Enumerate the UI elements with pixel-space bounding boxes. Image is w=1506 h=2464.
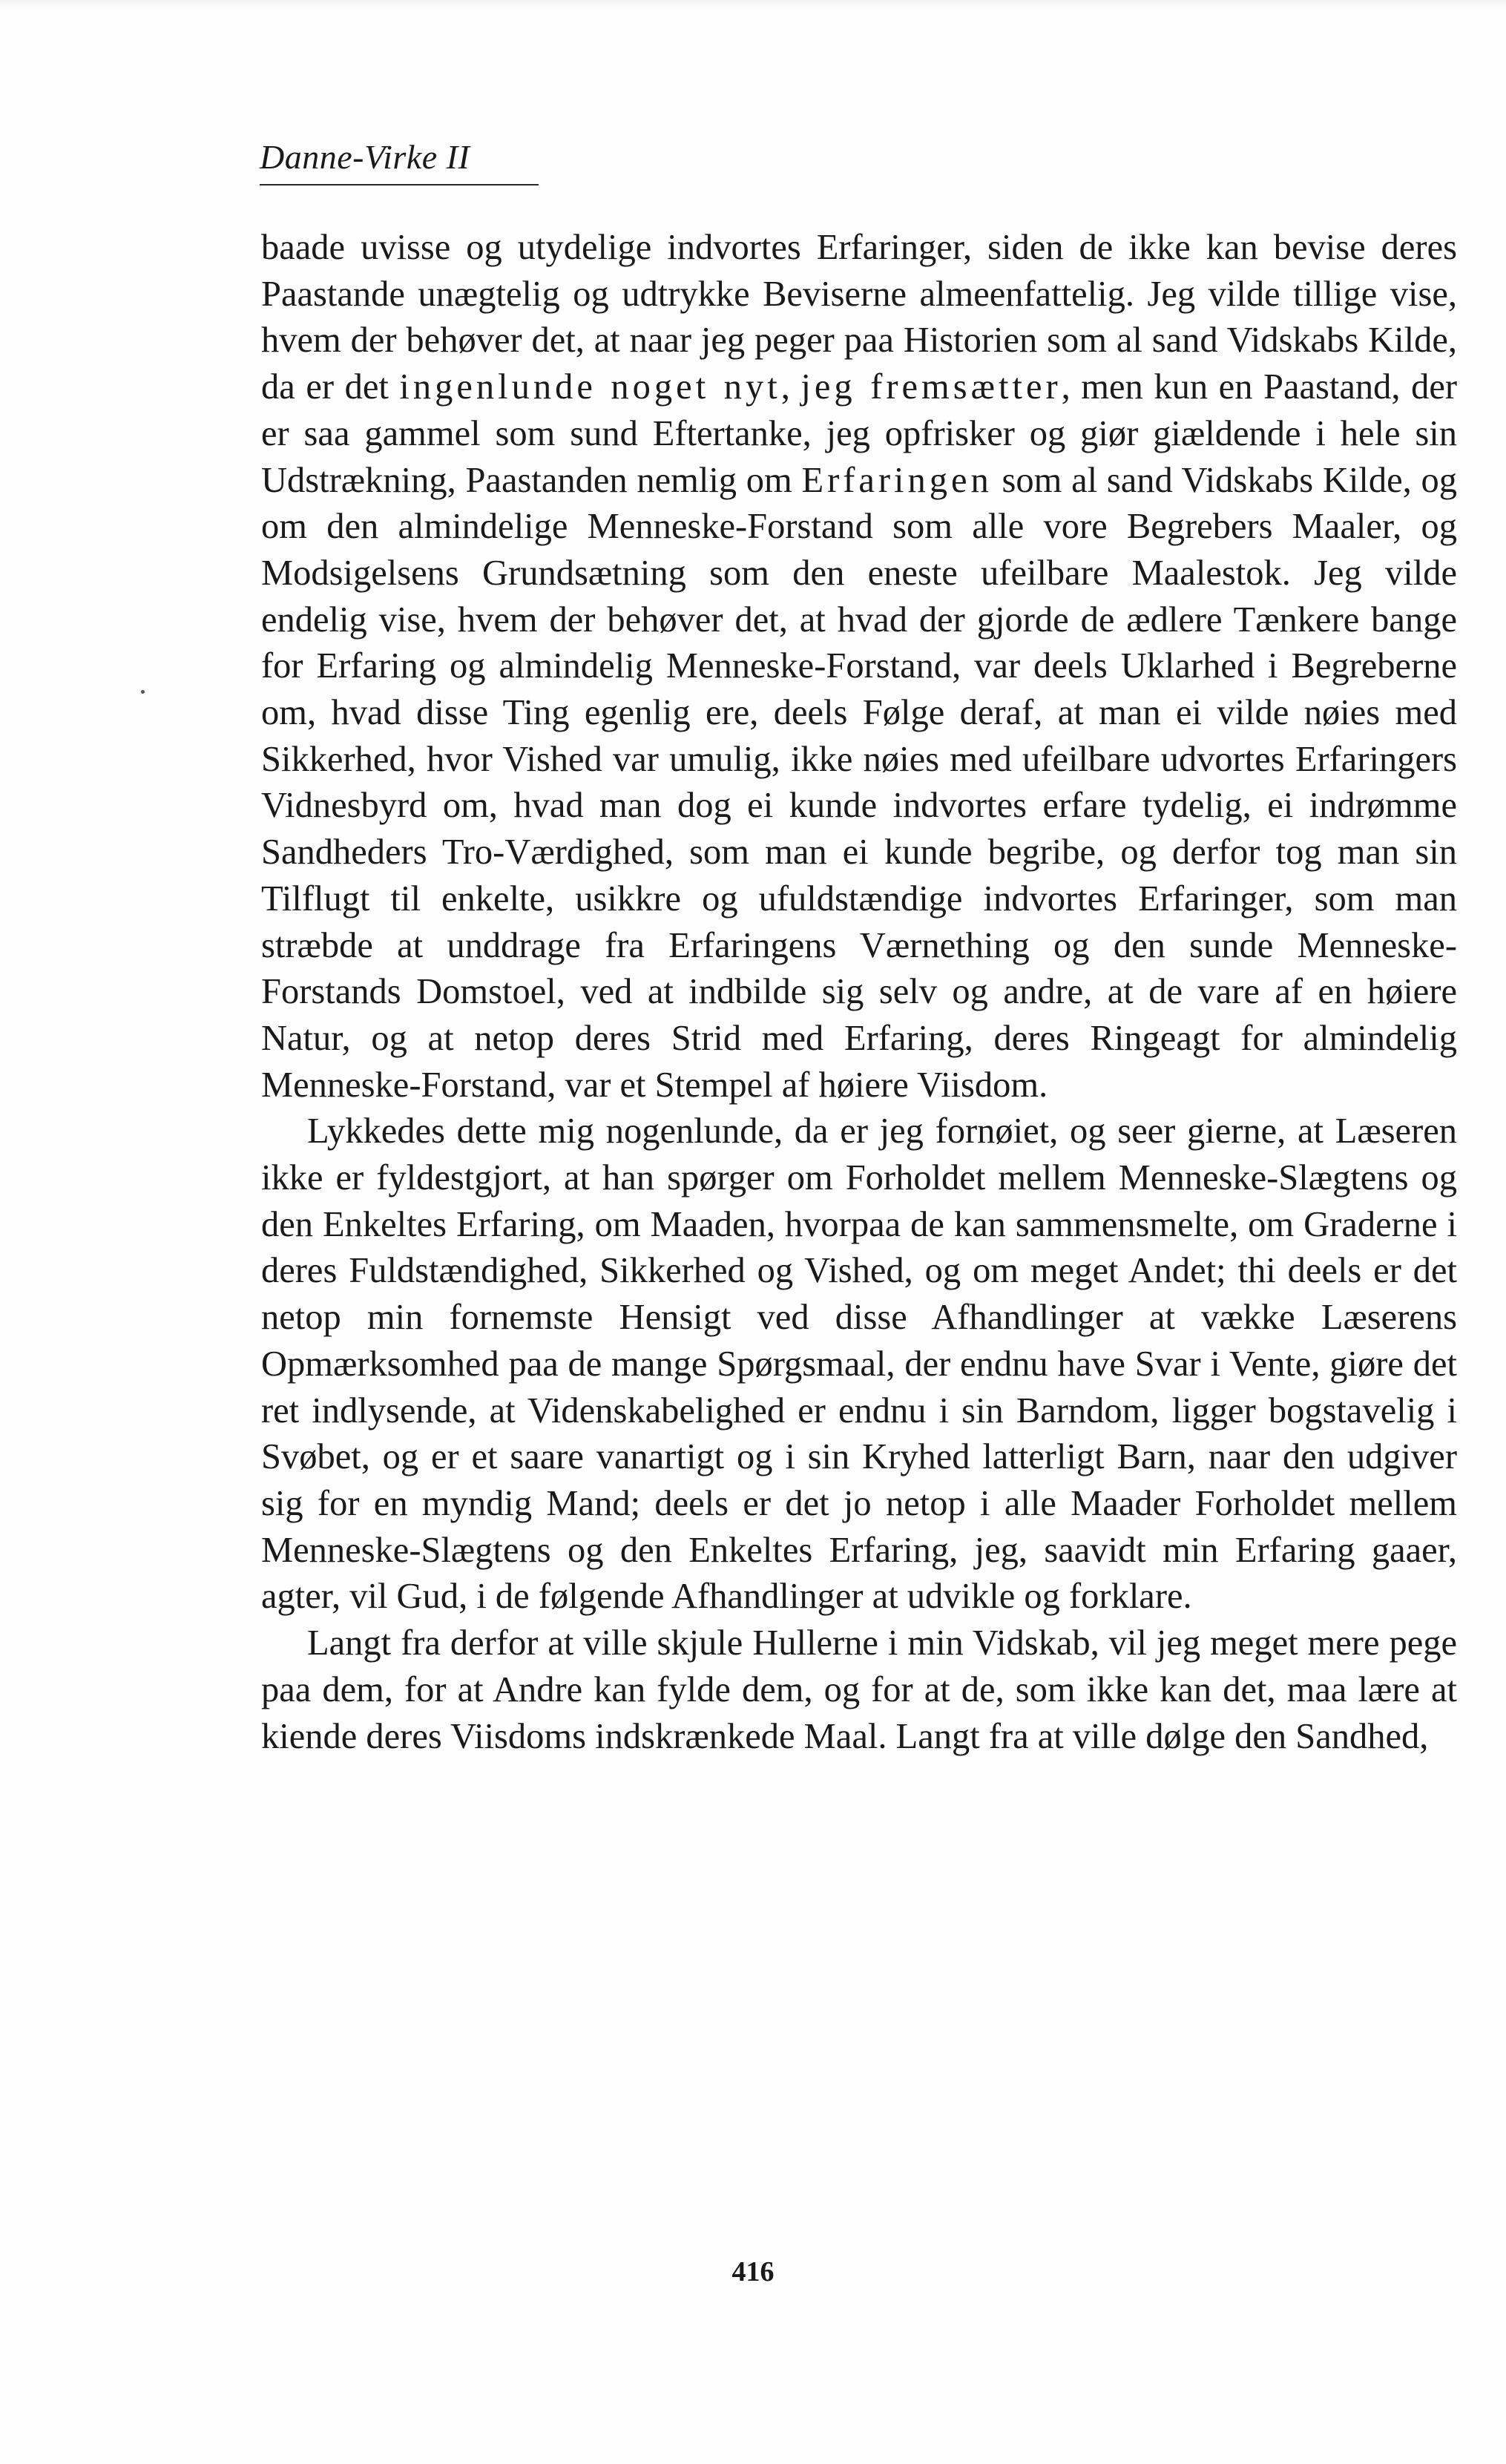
paragraph-3: Langt fra derfor at ville skjule Hullerne i min Vidskab, vil jeg meget mere pege paa dem, for at Andre kan fylde dem, og for at de, som ikke kan det, maa lære at kiende deres Viisdoms indskrænkede Maal. Langt fra at ville dølge den Sandhed, [261,1623,1457,1756]
page-header [260,135,542,185]
emphasis-ingenlunde: ingenlunde noget nyt [399,367,781,407]
paragraph-1-part-c: , men kun en Paastand, der er saa gammel som sund Eftertanke, jeg opfrisker og giør giældende i hele sin Udstrækning, Paastanden nemlig om [261,367,1458,500]
margin-speck [141,690,145,694]
emphasis-fremsaetter: jeg fremsætter [800,367,1062,407]
running-head: Danne-Virke II [260,138,470,176]
emphasis-erfaringen: Erfaringen [801,460,993,500]
paragraph-1-part-d: som al sand Vidskabs Kilde, og om den almindelige Menneske-Forstand som alle vore Begrebers Maaler, og Modsigelsens Grundsætning som den eneste ufeilbare Maalestok. Jeg vilde endelig vise, hvem der behøver det, at hvad der gjorde de ædlere Tænkere bange for Erfaring og almindelig Menneske-Forstand, var deels Uklarhed i Begreberne om, hvad disse Ting egenlig ere, deels Følge deraf, at man ei vilde nøies med Sikkerhed, hvor Vished var umulig, ikke nøies med ufeilbare udvortes Erfaringers Vidnesbyrd om, hvad man dog ei kunde indvortes erfare tydelig, ei indrømme Sandheders Tro-Værdighed, som man ei kunde begribe, og derfor tog man sin Tilflugt til enkelte, usikkre og ufuldstændige indvortes Erfaringer, som man stræbde at unddrage fra Erfaringens Værnething og den sunde Menneske-Forstands Domstoel, ved at indbilde sig selv og andre, at de vare af en høiere Natur, og at netop deres Strid med Erfaring, deres Ringeagt for almindelig Menneske-Forstand, var et Stempel af høiere Viisdom. [261,460,1457,1105]
paragraph-2: Lykkedes dette mig nogenlunde, da er jeg fornøiet, og seer gierne, at Læseren ikke er fyldestgjort, at han spørger om Forholdet mellem Menneske-Slægtens og den Enkeltes Erfaring, om Maaden, hvorpaa de kan sammensmelte, om Graderne i deres Fuldstændighed, Sikkerhed og Vished, og om meget Andet; thi deels er det netop min fornemste Hensigt ved disse Afhandlinger at vække Læserens Opmærksomhed paa de mange Spørgsmaal, der endnu have Svar i Vente, giøre det ret indlysende, at Videnskabelighed er endnu i sin Barndom, ligger bogstavelig i Svøbet, og er et saare vanartigt og i sin Kryhed latterligt Barn, naar den udgiver sig for en myndig Mand; deels er det jo netop i alle Maader Forholdet mellem Menneske-Slægtens og den Enkeltes Erfaring, jeg, saavidt min Erfaring gaaer, agter, vil Gud, i de følgende Afhandlinger at udvikle og forklare. [261,1111,1457,1617]
page-top-edge [0,0,1506,10]
header-rule [260,184,539,185]
body-text [261,225,1457,1760]
paragraph-1-part-b: , [780,367,801,407]
paragraph-1 [261,225,1457,1108]
page-number: 416 [731,2256,775,2287]
paragraph-1-part-a: baade uvisse og utydelige indvortes Erfaringer, siden de ikke kan bevise deres Paastande unægtelig og udtrykke Beviserne almeenfattelig. Jeg vilde tillige vise, hvem der behøver det, at naar jeg peger paa Historien som al sand Vidskabs Kilde, da er det [261,228,1457,407]
